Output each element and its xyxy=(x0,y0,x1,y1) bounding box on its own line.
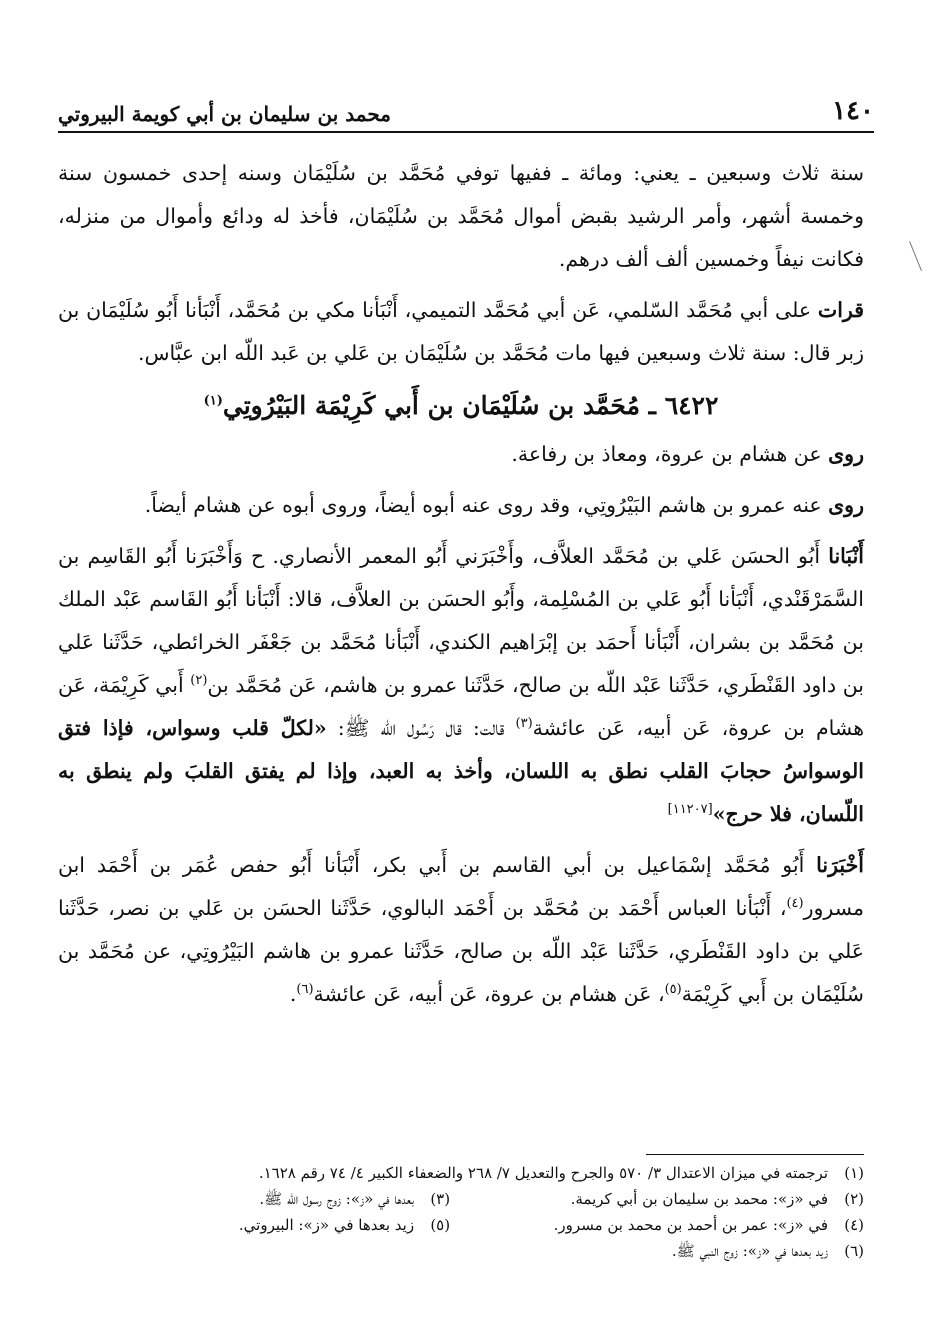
paragraph-6-text-c: ، عَن هشام بن عروة، عَن أبيه، عَن عائشة xyxy=(313,982,665,1006)
header-rule xyxy=(58,131,874,133)
footnote-text: زيد بعدها في «ز»: البيروتي. xyxy=(238,1216,415,1234)
paragraph-2 xyxy=(58,289,864,375)
paragraph-1-text: سنة ثلاث وسبعين ـ يعني: ومائة ـ ففيها توفي مُحَمَّد بن سُلَيْمَان وسنه إحدى خمسون سنة وخمسة أشهر، وأمر الرشيد بقبض أموال مُحَمَّد بن سُلَيْمَان، فأخذ له ودائع وأموال من منزله، فكانت نيفاً وخمسين ألف ألف درهم. xyxy=(58,161,864,271)
footnote-ref-4: (٤) xyxy=(786,896,804,912)
paragraph-3-text: عن هشام بن عروة، ومعاذ بن رفاعة. xyxy=(511,442,829,466)
footnote-ref-3: (٣) xyxy=(515,716,533,732)
footnote-rule xyxy=(646,1154,864,1155)
paragraph-2-text: على أبي مُحَمَّد السّلمي، عَن أبي مُحَمَّد التميمي، أَنْبَأنا مكي بن مُحَمَّد، أَنْبَأنا أَبُو سُلَيْمَان بن زبر قال: سنة ثلاث وسبعين فيها مات مُحَمَّد بن سُلَيْمَان بن عَلي بن عَبد اللّه ابن عبَّاس. xyxy=(58,298,864,365)
margin-mark xyxy=(909,241,922,271)
running-title: محمد بن سليمان بن أبي كويمة البيروتي xyxy=(58,102,391,126)
paragraph-4-lead: روى xyxy=(828,493,864,517)
footnote-ref-2: (٢) xyxy=(190,673,208,689)
footnote-text: في «ز»: عمر بن أحمد بن محمد بن مسرور. xyxy=(553,1216,828,1234)
entry-heading xyxy=(58,383,864,429)
paragraph-5 xyxy=(58,535,864,836)
footnotes xyxy=(68,1160,864,1264)
paragraph-6 xyxy=(58,844,864,1016)
paragraph-6-lead: أَخْبَرَنا xyxy=(816,853,864,877)
footnote-mark: (٤) xyxy=(844,1216,864,1234)
paragraph-6-text-a: أَبُو مُحَمَّد إسْمَاعيل بن أبي القاسم بن أَبي بكر، أَنْبَأنا أَبُو حفص عُمَر بن أَحْمَد ابن مسرور xyxy=(58,853,864,920)
paragraph-5-text-a: أَبُو الحسَن عَلي بن مُحَمَّد العلاَّف، وأَخْبَرَني أَبُو المعمر الأنصاري. ح وَأَخْبَرَنا أَبُو القَاسِم بن السَّمَرْقَنْدي، أَنْبَأنا أَبُو عَلي بن المُسْلِمة، وأَبُو الحسَن بن العلاَّف، قالا: أَنْبَأنا أَبُو القَاسم عَبْد الملك بن مُحَمَّد بن بشران، أَنْبَأنا أَحمَد بن إبْرَاهيم الكندي، أَنْبَأنا مُحَمَّد بن جَعْفَر الخرائطي، حَدَّثَنا عَلي بن داود القَنْطَري، حَدَّثَنا عَبْد اللّه بن صالح، حَدَّثَنا عمرو بن هاشم، عَن مُحَمَّد بن xyxy=(58,544,865,697)
footnote-row-2 xyxy=(68,1186,864,1212)
footnote-ref-5: (٥) xyxy=(664,982,682,998)
footnote-row-3 xyxy=(68,1212,864,1238)
paragraph-5-text-c: قالت: قال رَسُول اللّه ﷺ: xyxy=(326,716,516,740)
paragraph-5-lead: أَنْبَانا xyxy=(828,544,864,568)
hadith-number: [١١٢٠٧] xyxy=(667,802,713,818)
footnote-text: ترجمته في ميزان الاعتدال ٣/ ٥٧٠ والجرح والتعديل ٧/ ٢٦٨ والضعفاء الكبير ٤/ ٧٤ رقم ١٦٢٨. xyxy=(258,1164,828,1182)
page-number: ١٤٠ xyxy=(832,96,874,126)
footnote-row-4 xyxy=(68,1238,864,1264)
footnote-mark: (٥) xyxy=(430,1216,451,1234)
footnote-text: بعدها في «ز»: زوج رسول اللّه ﷺ. xyxy=(259,1190,415,1208)
footnote-ref-6: (٦) xyxy=(296,982,314,998)
footnote-mark: (٢) xyxy=(844,1190,864,1208)
paragraph-6-text-b: ، أَنْبَأنا العباس أَحْمَد بن مُحَمَّد بن أَحْمَد البالوي، حَدَّثَنا الحسَن بن عَلي بن نصر، حَدَّثَنا عَلي بن داود القَنْطَري، حَدَّثَنا عَبْد اللّه بن صالح، حَدَّثَنا عمرو بن هاشم البَيْرُوتِي، عن مُحَمَّد بن سُلَيْمَان بن أَبي كَرِيْمَة xyxy=(58,896,864,1006)
footnote-mark: (١) xyxy=(844,1164,864,1182)
paragraph-2-lead: قرات xyxy=(817,298,864,322)
paragraph-4-text: عنه عمرو بن هاشم البَيْرُوتِي، وقد روى عنه أبوه أيضاً، وروى أبوه عن هشام أيضاً. xyxy=(144,493,829,517)
paragraph-6-end: . xyxy=(289,982,297,1006)
footnote-mark: (٣) xyxy=(430,1190,451,1208)
entry-heading-text: ٦٤٢٢ ـ مُحَمَّد بن سُلَيْمَان بن أَبي كَرِيْمَة البَيْرُوتِي xyxy=(222,391,719,420)
footnote-text: زيد بعدها في «ز»: زوج النبي ﷺ. xyxy=(671,1242,828,1260)
paragraph-3 xyxy=(58,433,864,476)
footnote-row-1 xyxy=(68,1160,864,1186)
footnote-mark: (٦) xyxy=(844,1242,864,1260)
paragraph-5-text-b: أَبي كَرِيْمَة، عَن هشام بن عروة، عَن أبيه، عَن عائشة xyxy=(58,673,864,740)
hadith-quote: «لكلّ قلب وسواس، فإذا فتق الوسواسُ حجابَ القلب نطق به اللسان، وأخذ به العبد، وإذا لم يفتق القلبَ ولم ينطق به اللّسان، فلا حرج» xyxy=(58,716,864,826)
paragraph-3-lead: روى xyxy=(828,442,864,466)
footnote-ref-1: (١) xyxy=(203,393,223,409)
main-text xyxy=(58,152,864,1024)
paragraph-4 xyxy=(58,484,864,527)
paragraph-1 xyxy=(58,152,864,281)
footnote-text: في «ز»: محمد بن سليمان بن أبي كريمة. xyxy=(570,1190,828,1208)
page-header xyxy=(58,86,874,126)
